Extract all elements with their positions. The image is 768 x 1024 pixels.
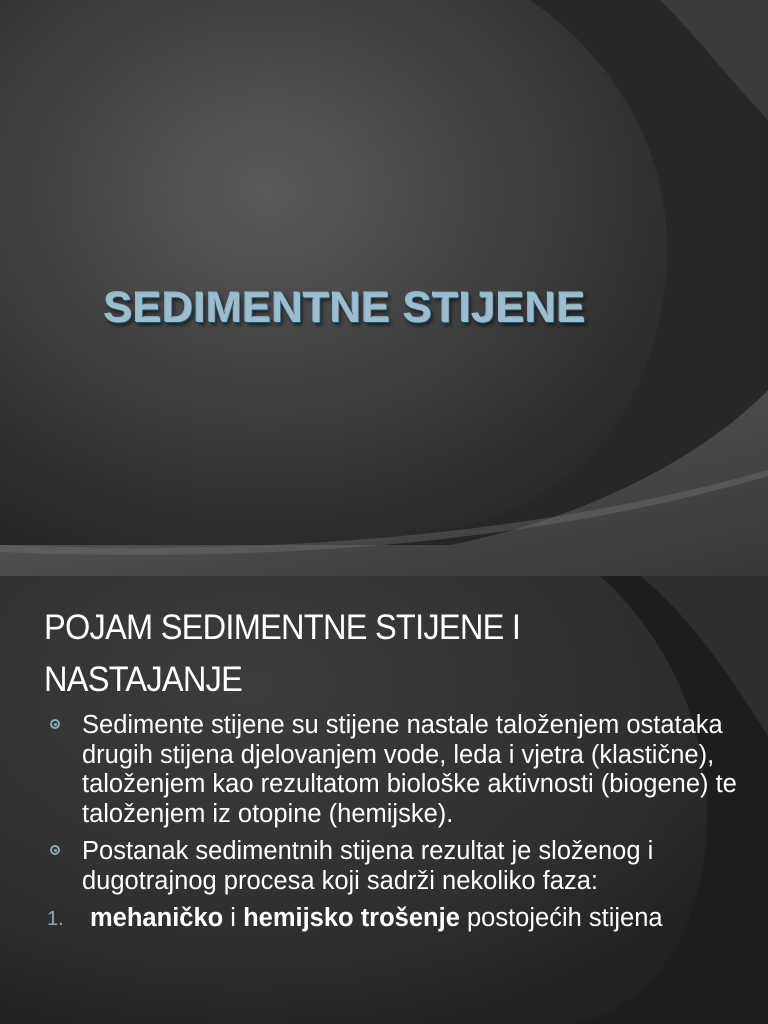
- content-body: [44, 711, 744, 934]
- bold-term: mehaničko: [90, 904, 224, 932]
- bullet-icon: [50, 845, 60, 855]
- list-item: [44, 711, 744, 829]
- bullet-icon: [50, 719, 60, 729]
- bullet-text: Postanak sedimentnih stijena rezultat je složenog i dugotrajnog procesa koji sadrži nekoliko faza:: [82, 837, 654, 895]
- bold-term: hemijsko trošenje: [243, 904, 460, 932]
- bullet-text: Sedimente stijene su stijene nastale taloženjem ostataka drugih stijena djelovanjem vode, leda i vjetra (klastične), taloženjem kao rezultatom biološke aktivnosti (biogene) te taloženjem iz otopine (hemijske).: [82, 711, 737, 828]
- item-number: 1.: [47, 908, 64, 930]
- content-title: POJAM SEDIMENTNE STIJENE I NASTAJANJE: [44, 608, 521, 699]
- list-item: [44, 837, 744, 896]
- item-text: postojećih stijena: [459, 904, 663, 932]
- numbered-item: [44, 904, 744, 934]
- connector-text: i: [223, 904, 244, 932]
- slide-title: SEDIMENTNE STIJENE: [103, 284, 587, 332]
